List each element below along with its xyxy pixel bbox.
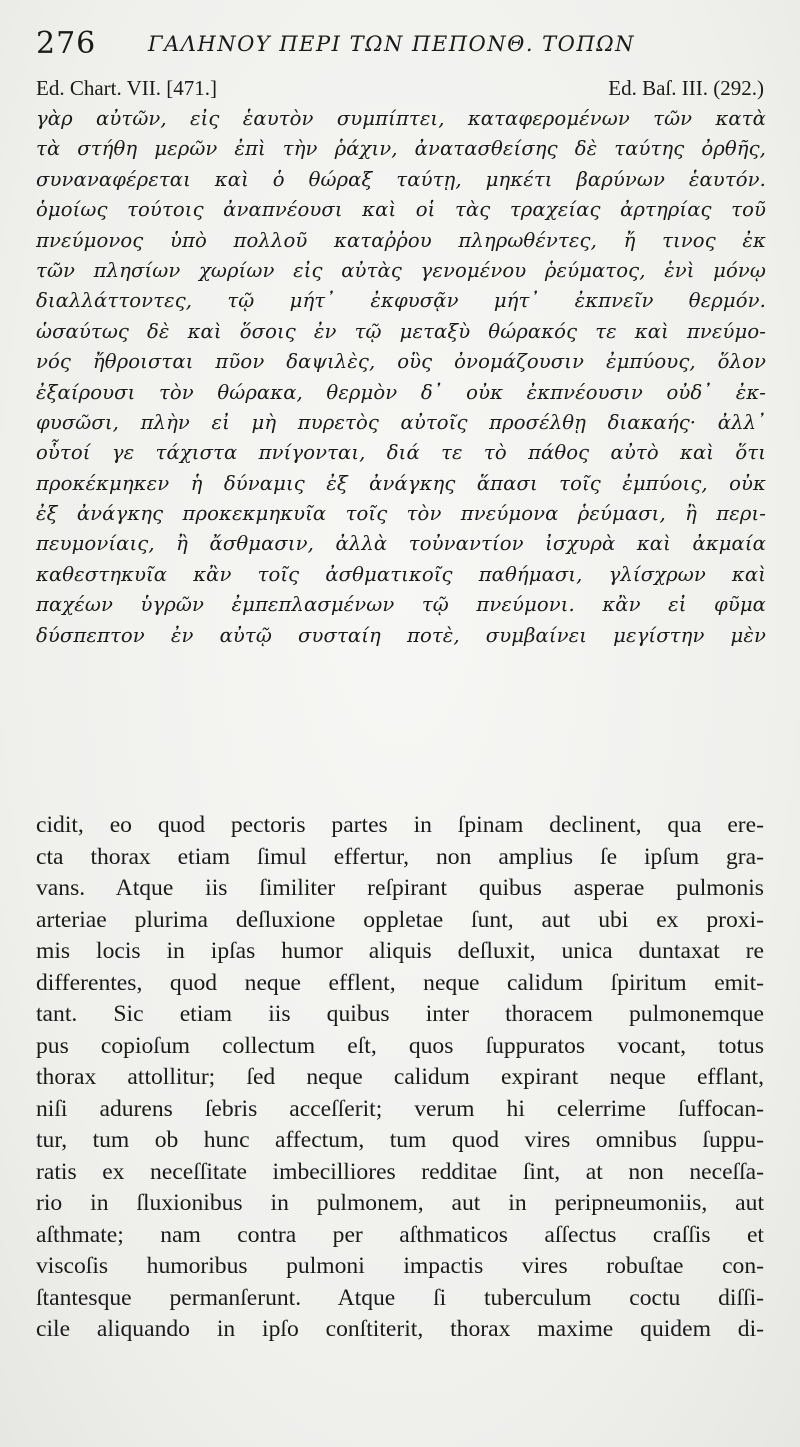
latin-text-line: vans. Atque iis ſimiliter reſpirant quibus asperae pulmonis — [36, 875, 764, 901]
page-header — [36, 26, 756, 66]
latin-text-line: cile aliquando in ipſo conſtiterit, thorax maxime quidem di- — [36, 1316, 764, 1342]
greek-text-line: προκέκμηκεν ἡ δύναμις ἐξ ἀνάγκης ἅπασι τοῖς ἐμπύοις, οὐκ — [36, 471, 766, 495]
greek-text-line: συναναφέρεται καὶ ὁ θώραξ ταύτῃ, μηκέτι βαρύνων ἑαυτόν. — [36, 167, 766, 191]
latin-text-line: arteriae plurima deſluxione oppletae ſunt, aut ubi ex proxi- — [36, 906, 764, 933]
greek-text-line: ἐξ ἀνάγκης προκεκμηκυῖα τοῖς τὸν πνεύμονα ῥεύμασι, ἢ περι- — [36, 502, 766, 526]
greek-text-line: νός ἤθροισται πῦον δαψιλὲς, οὓς ὀνομάζουσιν ἐμπύους, ὅλον — [36, 350, 766, 374]
greek-text-line: τῶν πλησίων χωρίων εἰς αὐτὰς γενομένου ῥεύματος, ἑνὶ μόνῳ — [36, 258, 766, 282]
edition-reference-left: Ed. Chart. VII. [471.] — [36, 76, 217, 100]
latin-text-line: pus copioſum collectum eſt, quos ſuppuratos vocant, totus — [36, 1032, 764, 1059]
greek-text-line: παχέων ὑγρῶν ἐμπεπλασμένων τῷ πνεύμονι. κἂν εἰ φῦμα — [36, 593, 766, 617]
latin-text-line: thorax attollitur; ſed neque calidum expirant neque efflant, — [36, 1064, 764, 1090]
greek-text-block — [36, 104, 766, 651]
latin-text-line: niſi adurens ſebris acceſſerit; verum hi celerrime ſuffocan- — [36, 1095, 764, 1122]
latin-text-line: cta thorax etiam ſimul effertur, non amplius ſe ipſum gra- — [36, 843, 764, 870]
edition-reference-right: Ed. Baſ. III. (292.) — [608, 76, 764, 100]
latin-text-line: mis locis in ipſas humor aliquis deſluxit, unica duntaxat re — [36, 938, 764, 964]
latin-text-line: ratis ex neceſſitate imbecilliores redditae ſint, at non neceſſa- — [36, 1158, 764, 1185]
greek-text-line: δύσπεπτον ἐν αὐτῷ συσταίη ποτὲ, συμβαίνει μεγίστην μὲν — [36, 623, 766, 647]
greek-text-line: φυσῶσι, πλὴν εἰ μὴ πυρετὸς αὐτοῖς προσέλθῃ διακαής· ἀλλ᾽ — [36, 410, 766, 434]
latin-text-line: rio in ſluxionibus in pulmonem, aut in peripneumoniis, aut — [36, 1190, 764, 1216]
latin-text-line: ſtantesque permanſerunt. Atque ſi tuberculum coctu diſſi- — [36, 1284, 764, 1311]
greek-text-line: διαλλάττοντες, τῷ μήτ᾽ ἐκφυσᾷν μήτ᾽ ἐκπνεῖν θερμόν. — [36, 289, 766, 313]
latin-text-line: differentes, quod neque efflent, neque calidum ſpiritum emit- — [36, 969, 764, 996]
latin-text-line: aſthmate; nam contra per aſthmaticos aſſectus craſſis et — [36, 1221, 764, 1248]
latin-text-line: tur, tum ob hunc affectum, tum quod vires omnibus ſuppu- — [36, 1127, 764, 1153]
greek-text-line: οὗτοί γε τάχιστα πνίγονται, διά τε τὸ πάθος αὐτὸ καὶ ὅτι — [36, 441, 766, 465]
greek-text-line: ὁμοίως τούτοις ἀναπνέουσι καὶ οἱ τὰς τραχείας ἀρτηρίας τοῦ — [36, 198, 766, 222]
greek-text-line: πευμονίαις, ἢ ἄσθμασιν, ἀλλὰ τοὐναντίον ἰσχυρὰ καὶ ἀκμαία — [36, 532, 766, 556]
latin-text-line: tant. Sic etiam iis quibus inter thoracem pulmonemque — [36, 1001, 764, 1027]
latin-text-line: cidit, eo quod pectoris partes in ſpinam declinent, qua ere- — [36, 812, 764, 838]
greek-text-line: γὰρ αὐτῶν, εἰς ἑαυτὸν συμπίπτει, καταφερομένων τῶν κατὰ — [36, 107, 766, 130]
greek-text-line: καθεστηκυῖα κἂν τοῖς ἀσθματικοῖς παθήμασι, γλίσχρων καὶ — [36, 562, 766, 586]
greek-text-line: τὰ στήθη μερῶν ἐπὶ τὴν ῥάχιν, ἀνατασθείσης δὲ ταύτης ὀρθῆς, — [36, 137, 766, 161]
greek-text-line: ἐξαίρουσι τὸν θώρακα, θερμὸν δ᾽ οὐκ ἐκπνέουσιν οὐδ᾽ ἐκ- — [36, 380, 766, 404]
running-title: ΓΑΛΗΝΟΥ ΠΕΡΙ ΤΩΝ ΠΕΠΟΝΘ. ΤΟΠΩΝ — [148, 32, 635, 56]
greek-text-line: ὡσαύτως δὲ καὶ ὅσοις ἐν τῷ μεταξὺ θώρακός τε καὶ πνεύμο- — [36, 319, 766, 343]
latin-text-line: viscoſis humoribus pulmoni impactis vires robuſtae con- — [36, 1253, 764, 1279]
latin-text-block — [36, 810, 764, 1346]
greek-text-line: πνεύμονος ὑπὸ πολλοῦ καταῤῥου πληρωθέντες, ἤ τινος ἐκ — [36, 228, 766, 252]
page-number: 276 — [36, 26, 97, 61]
